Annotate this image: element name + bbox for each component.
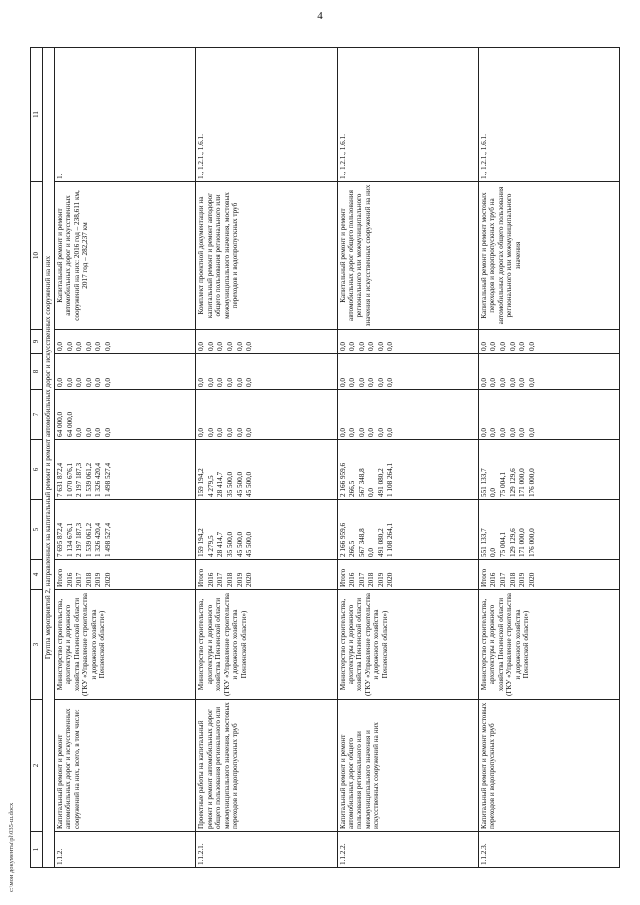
indicator-ref: 1., 1.2.1., 1.6.1. xyxy=(337,48,478,182)
cell-c9: 0,0 xyxy=(216,342,225,351)
cell-c5: 1 134 676,1 xyxy=(65,522,74,557)
col-header-3: 3 xyxy=(31,590,43,700)
cell-c5: 28 414,7 xyxy=(216,531,225,557)
cell-c7: 0,0 xyxy=(508,428,517,437)
expected-result: Капитальный ремонт и ремонт автомобильных дорог общего пользования регионального или межмуниципального значения и искусственных сооружений на них xyxy=(337,182,478,330)
cell-c7: 0,0 xyxy=(348,428,357,437)
cell-years: Итого xyxy=(338,568,347,587)
values-years xyxy=(337,560,478,590)
cell-c9: 0,0 xyxy=(518,342,527,351)
cell-c5: 1 326 420,4 xyxy=(94,522,103,557)
cell-years: Итого xyxy=(56,568,64,587)
col-header-10: 10 xyxy=(31,182,43,330)
cell-c6: 266,5 xyxy=(348,480,357,497)
cell-c8: 0,0 xyxy=(75,378,84,387)
cell-c8: 0,0 xyxy=(527,378,536,387)
cell-years: 2017 xyxy=(216,572,225,587)
values-c8 xyxy=(478,354,619,390)
cell-c7: 0,0 xyxy=(479,428,488,437)
cell-c9: 0,0 xyxy=(338,342,347,351)
cell-c8: 0,0 xyxy=(376,378,385,387)
cell-c6: 1 070 676,1 xyxy=(65,462,74,497)
cell-c6: 1 326 420,4 xyxy=(94,462,103,497)
values-years xyxy=(196,560,337,590)
cell-c5: 129 129,6 xyxy=(508,528,517,557)
cell-c6: 75 004,1 xyxy=(498,471,507,497)
cell-c5: 1 498 527,4 xyxy=(103,522,112,557)
cell-c8: 0,0 xyxy=(216,378,225,387)
cell-c6: 2 197 187,3 xyxy=(75,462,84,497)
footer-file-path: c:\мои документы\pl\035-ш.docx xyxy=(8,802,15,892)
values-c6 xyxy=(196,440,337,500)
cell-years: 2016 xyxy=(206,572,215,587)
cell-years: 2016 xyxy=(65,572,74,587)
cell-years: 2018 xyxy=(226,572,235,587)
cell-years: 2018 xyxy=(508,572,517,587)
cell-c6: 159 194,2 xyxy=(197,468,206,497)
indicator-ref: 1. xyxy=(55,48,196,182)
values-c5 xyxy=(196,500,337,560)
cell-c6: 129 129,6 xyxy=(508,468,517,497)
cell-c9: 0,0 xyxy=(489,342,498,351)
cell-c9: 0,0 xyxy=(206,342,215,351)
cell-c7: 0,0 xyxy=(489,428,498,437)
measure-name: Капитальный ремонт и ремонт автомобильных дорог общего пользования регионального или межмуниципального значения и искусственных сооружений на них xyxy=(337,700,478,832)
cell-c7: 0,0 xyxy=(226,428,235,437)
col-header-9: 9 xyxy=(31,330,43,354)
values-c6 xyxy=(337,440,478,500)
footer xyxy=(8,719,18,899)
cell-c7: 0,0 xyxy=(527,428,536,437)
cell-years: 2017 xyxy=(357,572,366,587)
values-c5 xyxy=(55,500,196,560)
cell-c8: 0,0 xyxy=(338,378,347,387)
cell-years: 2020 xyxy=(103,572,112,587)
col-header-11: 11 xyxy=(31,48,43,182)
cell-c5: 0,0 xyxy=(367,548,376,557)
cell-c8: 0,0 xyxy=(56,378,64,387)
cell-years: 2019 xyxy=(235,572,244,587)
cell-years: 2016 xyxy=(489,572,498,587)
cell-years: 2016 xyxy=(348,572,357,587)
cell-c7: 0,0 xyxy=(338,428,347,437)
col-header-7: 7 xyxy=(31,390,43,440)
cell-c6: 1 498 527,4 xyxy=(103,462,112,497)
cell-c8: 0,0 xyxy=(508,378,517,387)
values-c5 xyxy=(337,500,478,560)
cell-c9: 0,0 xyxy=(103,342,112,351)
cell-c6: 4 279,5 xyxy=(206,475,215,497)
cell-years: 2020 xyxy=(386,572,395,587)
cell-c9: 0,0 xyxy=(508,342,517,351)
cell-c6: 7 631 872,4 xyxy=(56,462,64,497)
cell-c7: 0,0 xyxy=(498,428,507,437)
measure-name: Проектные работы на капитальный ремонт и ремонт автомобильных дорог общего пользования регионального или межмуниципального значения, мостовых переходов и водопропускных труб xyxy=(196,700,337,832)
cell-c9: 0,0 xyxy=(197,342,206,351)
cell-years: 2018 xyxy=(84,572,93,587)
values-c6 xyxy=(55,440,196,500)
executor: Министерство строительства, архитектуры и дорожного хозяйства Пензенской области (ГКУ «Управление строительства и дорожного хозяйства Пензенской области») xyxy=(337,590,478,700)
cell-c6: 45 500,0 xyxy=(245,471,254,497)
cell-c9: 0,0 xyxy=(498,342,507,351)
cell-c5: 0,0 xyxy=(489,548,498,557)
cell-c6: 567 348,8 xyxy=(357,468,366,497)
indicator-ref: 1., 1.2.1., 1.6.1. xyxy=(196,48,337,182)
program-table xyxy=(30,47,620,868)
table-row xyxy=(196,48,337,868)
col-header-5: 5 xyxy=(31,500,43,560)
cell-c6: 551 133,7 xyxy=(479,468,488,497)
cell-c5: 159 194,2 xyxy=(197,528,206,557)
cell-years: 2017 xyxy=(498,572,507,587)
cell-years: 2019 xyxy=(518,572,527,587)
indicator-ref: 1., 1.2.1., 1.6.1. xyxy=(478,48,619,182)
page-number: 4 xyxy=(317,10,323,22)
cell-years: 2020 xyxy=(245,572,254,587)
cell-c6: 28 414,7 xyxy=(216,471,225,497)
cell-years: Итого xyxy=(479,568,488,587)
cell-c7: 0,0 xyxy=(84,428,93,437)
cell-c5: 75 004,1 xyxy=(498,531,507,557)
values-c8 xyxy=(196,354,337,390)
cell-c6: 176 000,0 xyxy=(527,468,536,497)
values-c6 xyxy=(478,440,619,500)
cell-c9: 0,0 xyxy=(376,342,385,351)
cell-c7: 0,0 xyxy=(245,428,254,437)
values-c9 xyxy=(55,330,196,354)
cell-c6: 35 500,0 xyxy=(226,471,235,497)
cell-c7: 64 000,0 xyxy=(56,411,64,437)
table-row xyxy=(337,48,478,868)
row-number: 1.1.2.2. xyxy=(337,832,478,868)
cell-c7: 0,0 xyxy=(518,428,527,437)
cell-c5: 4 279,5 xyxy=(206,535,215,557)
cell-c9: 0,0 xyxy=(386,342,395,351)
measure-name: Капитальный ремонт и ремонт автомобильных дорог и искусственных сооружений на них, всего, в том числе: xyxy=(55,700,196,832)
cell-years: 2019 xyxy=(94,572,103,587)
table-row xyxy=(55,48,196,868)
cell-c7: 0,0 xyxy=(103,428,112,437)
cell-c7: 0,0 xyxy=(206,428,215,437)
cell-c5: 7 695 872,4 xyxy=(56,522,64,557)
values-c7 xyxy=(55,390,196,440)
cell-c7: 0,0 xyxy=(357,428,366,437)
cell-years: 2018 xyxy=(367,572,376,587)
cell-c9: 0,0 xyxy=(479,342,488,351)
executor: Министерство строительства, архитектуры и дорожного хозяйства Пензенской области (ГКУ «Управление строительства и дорожного хозяйства Пензенской области») xyxy=(478,590,619,700)
values-c8 xyxy=(337,354,478,390)
cell-c5: 491 080,2 xyxy=(376,528,385,557)
cell-c5: 266,5 xyxy=(348,540,357,557)
cell-c8: 0,0 xyxy=(235,378,244,387)
cell-c5: 551 133,7 xyxy=(479,528,488,557)
cell-c6: 171 000,0 xyxy=(518,468,527,497)
cell-c5: 2 166 959,6 xyxy=(338,522,347,557)
cell-c5: 1 108 264,1 xyxy=(386,522,395,557)
cell-c6: 0,0 xyxy=(367,488,376,497)
cell-c5: 171 000,0 xyxy=(518,528,527,557)
cell-c8: 0,0 xyxy=(206,378,215,387)
row-number: 1.1.2. xyxy=(55,832,196,868)
cell-c8: 0,0 xyxy=(367,378,376,387)
cell-c9: 0,0 xyxy=(367,342,376,351)
col-header-6: 6 xyxy=(31,440,43,500)
cell-c8: 0,0 xyxy=(94,378,103,387)
cell-c8: 0,0 xyxy=(226,378,235,387)
cell-c7: 0,0 xyxy=(94,428,103,437)
cell-c7: 0,0 xyxy=(235,428,244,437)
cell-years: 2020 xyxy=(527,572,536,587)
cell-c7: 0,0 xyxy=(386,428,395,437)
group-title: Группа мероприятий 2, направленных на капитальный ремонт и ремонт автомобильных дорог и искусственных сооружений на них xyxy=(43,48,55,868)
values-c9 xyxy=(196,330,337,354)
cell-c8: 0,0 xyxy=(103,378,112,387)
cell-c8: 0,0 xyxy=(518,378,527,387)
cell-c9: 0,0 xyxy=(226,342,235,351)
cell-c9: 0,0 xyxy=(245,342,254,351)
cell-c8: 0,0 xyxy=(479,378,488,387)
cell-c5: 35 500,0 xyxy=(226,531,235,557)
cell-c8: 0,0 xyxy=(84,378,93,387)
cell-c9: 0,0 xyxy=(65,342,74,351)
cell-c6: 2 166 959,6 xyxy=(338,462,347,497)
cell-c8: 0,0 xyxy=(65,378,74,387)
cell-c5: 2 197 187,3 xyxy=(75,522,84,557)
cell-c9: 0,0 xyxy=(94,342,103,351)
col-header-8: 8 xyxy=(31,354,43,390)
cell-c8: 0,0 xyxy=(386,378,395,387)
group-row xyxy=(43,48,55,868)
col-header-4: 4 xyxy=(31,560,43,590)
cell-years: 2017 xyxy=(75,572,84,587)
cell-c8: 0,0 xyxy=(245,378,254,387)
cell-years: Итого xyxy=(197,568,206,587)
cell-c7: 0,0 xyxy=(75,428,84,437)
cell-c6: 491 080,2 xyxy=(376,468,385,497)
cell-c6: 1 539 061,2 xyxy=(84,462,93,497)
expected-result: Капитальный ремонт и ремонт мостовых переходов и водопропускных труб на автомобильных дорогах общего пользования регионального или межмуниципального значения xyxy=(478,182,619,330)
values-c7 xyxy=(196,390,337,440)
cell-c8: 0,0 xyxy=(348,378,357,387)
cell-c7: 0,0 xyxy=(216,428,225,437)
cell-c8: 0,0 xyxy=(357,378,366,387)
cell-c7: 0,0 xyxy=(367,428,376,437)
cell-c9: 0,0 xyxy=(357,342,366,351)
cell-c6: 45 500,0 xyxy=(235,471,244,497)
expected-result: Капитальный ремонт и ремонт автомобильных дорог и искусственных сооружений на них: 2016 год – 238,611 км, 2017 год – 282,237 км xyxy=(55,182,196,330)
cell-c9: 0,0 xyxy=(527,342,536,351)
row-number: 1.1.2.3. xyxy=(478,832,619,868)
col-header-1: 1 xyxy=(31,832,43,868)
values-years xyxy=(55,560,196,590)
cell-c8: 0,0 xyxy=(489,378,498,387)
col-header-2: 2 xyxy=(31,700,43,832)
row-number: 1.1.2.1. xyxy=(196,832,337,868)
cell-years: 2019 xyxy=(376,572,385,587)
values-c7 xyxy=(478,390,619,440)
cell-c9: 0,0 xyxy=(56,342,64,351)
values-c5 xyxy=(478,500,619,560)
measure-name: Капитальный ремонт и ремонт мостовых переходов и водопропускных труб xyxy=(478,700,619,832)
cell-c9: 0,0 xyxy=(235,342,244,351)
values-c9 xyxy=(337,330,478,354)
cell-c5: 176 000,0 xyxy=(527,528,536,557)
cell-c9: 0,0 xyxy=(75,342,84,351)
rotated-table-block xyxy=(30,48,620,868)
cell-c6: 1 108 264,1 xyxy=(386,462,395,497)
cell-c6: 0,0 xyxy=(489,488,498,497)
cell-c7: 0,0 xyxy=(197,428,206,437)
values-c9 xyxy=(478,330,619,354)
cell-c8: 0,0 xyxy=(498,378,507,387)
cell-c9: 0,0 xyxy=(84,342,93,351)
executor: Министерство строительства, архитектуры и дорожного хозяйства Пензенской области (ГКУ «Управление строительства и дорожного хозяйства Пензенской области») xyxy=(55,590,196,700)
cell-c5: 45 500,0 xyxy=(235,531,244,557)
cell-c7: 64 000,0 xyxy=(65,411,74,437)
table-row xyxy=(478,48,619,868)
cell-c5: 1 539 061,2 xyxy=(84,522,93,557)
cell-c7: 0,0 xyxy=(376,428,385,437)
values-c7 xyxy=(337,390,478,440)
cell-c9: 0,0 xyxy=(348,342,357,351)
values-years xyxy=(478,560,619,590)
cell-c8: 0,0 xyxy=(197,378,206,387)
cell-c5: 45 500,0 xyxy=(245,531,254,557)
values-c8 xyxy=(55,354,196,390)
expected-result: Комплект проектной документации на капитальный ремонт и ремонт автодорог общего пользования регионального или межмуниципального значения, мостовых переходов и водопропускных труб xyxy=(196,182,337,330)
cell-c5: 567 348,8 xyxy=(357,528,366,557)
executor: Министерство строительства, архитектуры и дорожного хозяйства Пензенской области (ГКУ «Управление строительства и дорожного хозяйства Пензенской области») xyxy=(196,590,337,700)
column-numbers-row xyxy=(31,48,43,868)
